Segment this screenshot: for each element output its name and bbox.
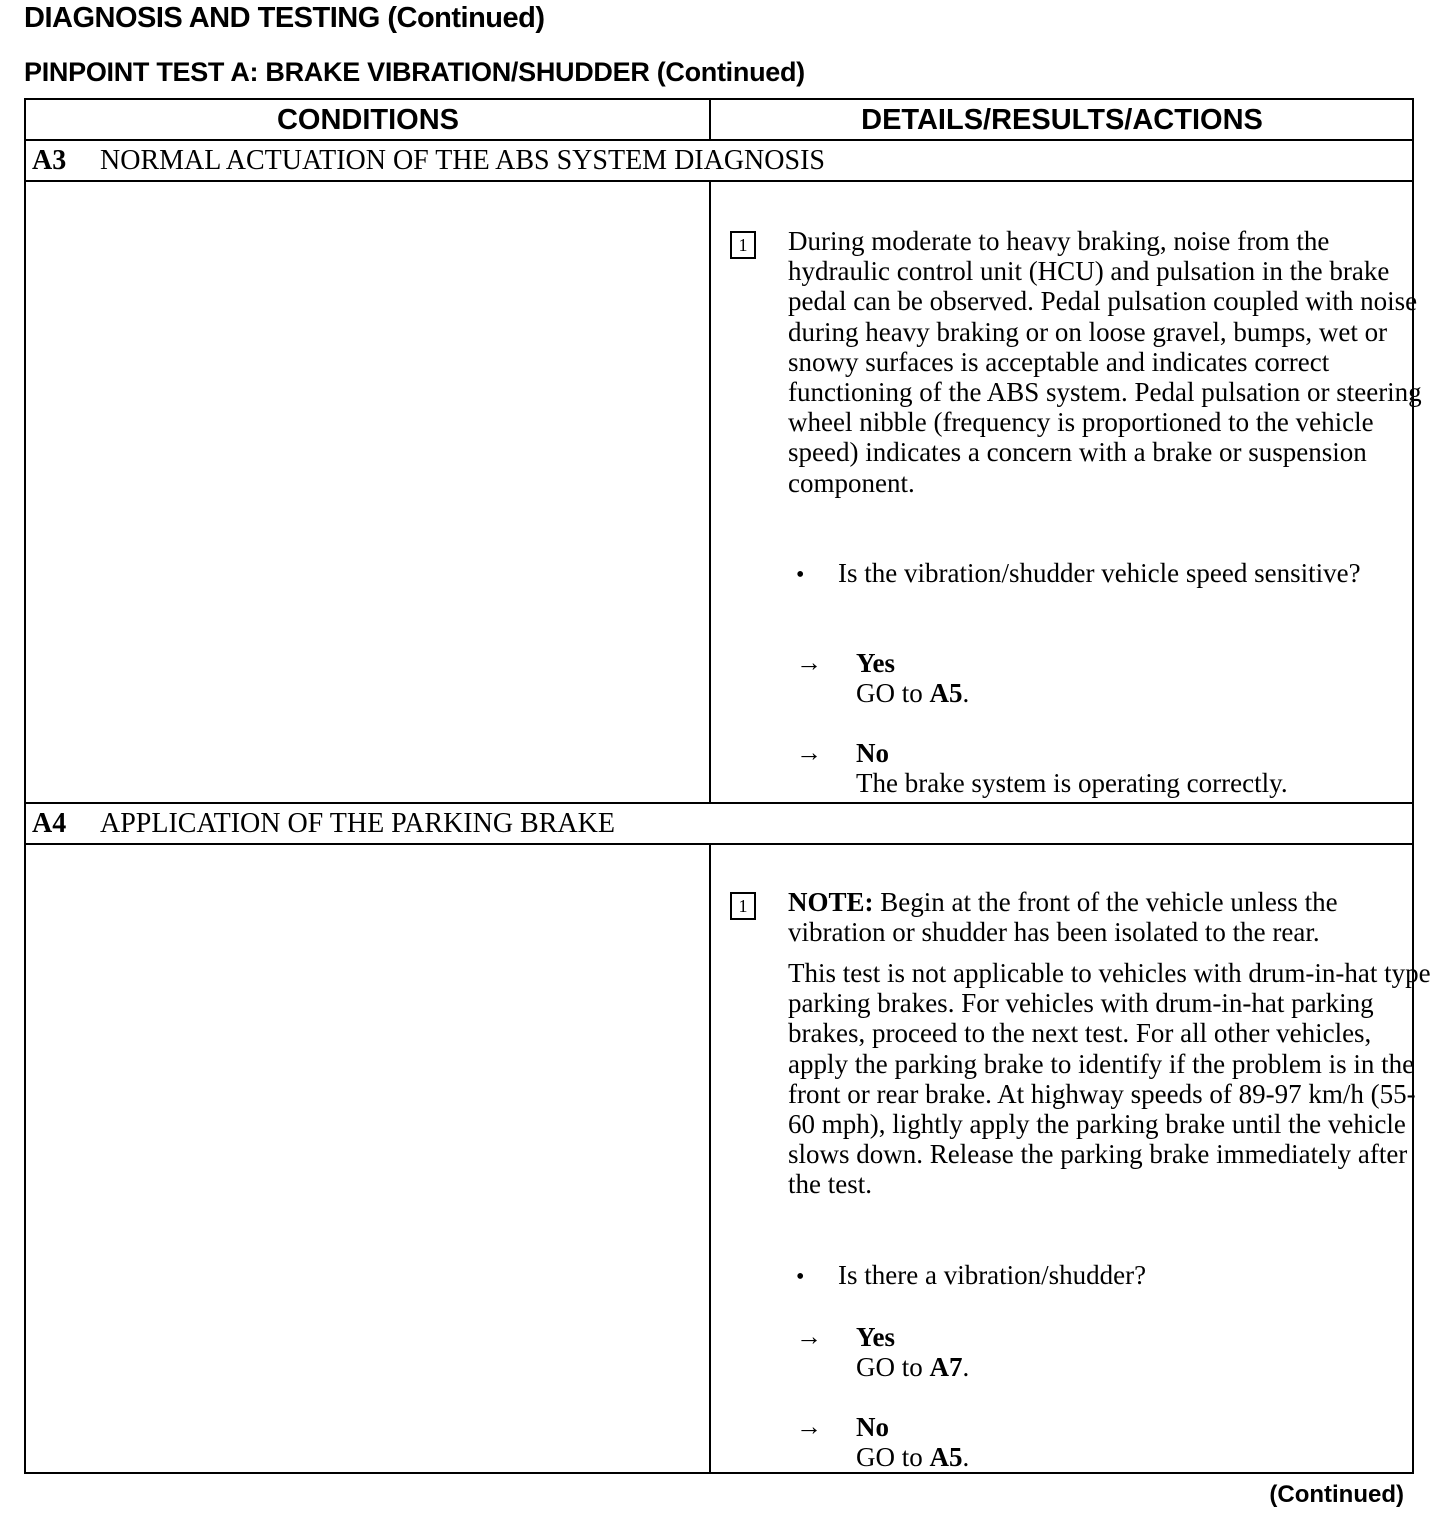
goto-step-link: A5 — [929, 678, 963, 709]
yes-action: GO to A7. — [856, 1352, 970, 1383]
yes-result — [856, 1322, 1416, 1382]
step-details-cell — [718, 844, 1431, 1474]
step-details-cell — [718, 181, 1422, 802]
conditions-column-header: CONDITIONS — [276, 104, 460, 136]
no-result — [856, 1412, 1416, 1472]
arrow-right-icon: → — [796, 1412, 822, 1441]
arrow-right-icon: → — [796, 738, 822, 767]
arrow-right-icon: → — [796, 648, 822, 677]
step-id: A3 — [32, 145, 67, 176]
pinpoint-test-table — [24, 98, 1431, 1474]
continued-footer: (Continued) — [1269, 1481, 1404, 1508]
goto-step-link: A5 — [929, 1442, 963, 1473]
arrow-right-icon: → — [796, 1322, 822, 1351]
no-action: GO to A5. — [856, 1442, 970, 1473]
section-title: DIAGNOSIS AND TESTING (Continued) — [24, 2, 545, 34]
step-title: NORMAL ACTUATION OF THE ABS SYSTEM DIAGNOSIS — [100, 145, 825, 176]
no-label: No — [856, 1412, 889, 1442]
step-question: Is the vibration/shudder vehicle speed sensitive? — [838, 558, 1361, 588]
substep-number-box: 1 — [730, 892, 756, 920]
yes-result — [856, 648, 1416, 708]
pinpoint-test-title: PINPOINT TEST A: BRAKE VIBRATION/SHUDDER (Continued) — [24, 57, 805, 87]
note-label: NOTE: — [788, 887, 874, 917]
step-title: APPLICATION OF THE PARKING BRAKE — [100, 808, 615, 839]
column-divider — [709, 844, 711, 1474]
yes-label: Yes — [856, 1322, 895, 1352]
details-column-header: DETAILS/RESULTS/ACTIONS — [861, 104, 1263, 136]
yes-label: Yes — [856, 648, 895, 678]
yes-action: GO to A5. — [856, 678, 970, 709]
step-instructions: During moderate to heavy braking, noise from the hydraulic control unit (HCU) and pulsation in the brake pedal can be observed. Pedal pulsation coupled with noise during heavy braking or on loose gravel, bumps, wet or snowy surfaces is acceptable and indicates correct functioning of the ABS system. Pedal pulsation or steering wheel nibble (frequency is proportioned to the vehicle speed) indicates a concern with a brake or suspension component. — [788, 226, 1422, 498]
step-question: Is there a vibration/shudder? — [838, 1260, 1147, 1290]
step-id: A4 — [32, 808, 67, 839]
goto-step-link: A7 — [929, 1352, 963, 1383]
column-divider — [709, 181, 711, 803]
step-title-row — [32, 141, 825, 181]
step-title-row — [32, 804, 615, 844]
no-label: No — [856, 738, 889, 768]
substep-number-box: 1 — [730, 231, 756, 259]
column-divider — [709, 100, 711, 140]
bullet-icon: • — [796, 562, 805, 588]
bullet-icon: • — [796, 1264, 805, 1290]
no-action: The brake system is operating correctly. — [856, 768, 1288, 799]
no-result — [856, 738, 1416, 798]
step-instructions: This test is not applicable to vehicles with drum-in-hat type parking brakes. For vehicles with drum-in-hat parking brakes, proceed to the next test. For all other vehicles, apply the parking brake to identify if the problem is in the front or rear brake. At highway speeds of 89-97 km/h (55-60 mph), lightly apply the parking brake until the vehicle slows down. Release the parking brake immediately after the test. — [788, 958, 1431, 1200]
step-note: NOTE: Begin at the front of the vehicle unless the vibration or shudder has been isolated to the rear. — [788, 887, 1338, 948]
